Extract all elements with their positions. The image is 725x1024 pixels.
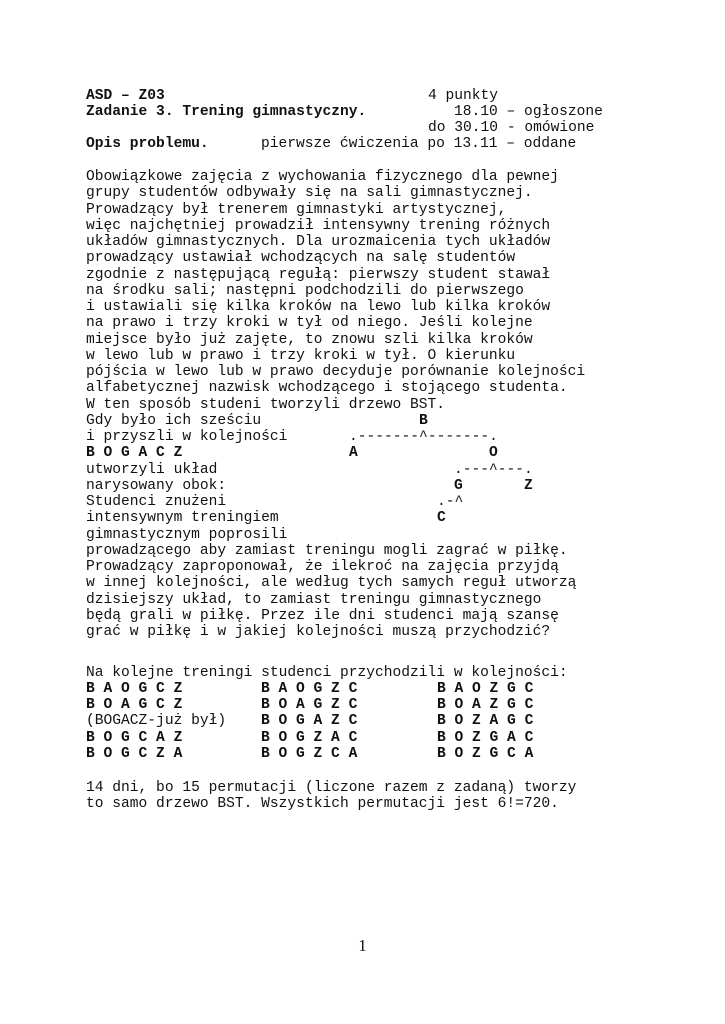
tree-node-c: C bbox=[437, 510, 446, 526]
order-cell: B O G A Z C bbox=[261, 713, 358, 729]
paragraph-line: zgodnie z następującą regułą: pierwszy student stawał bbox=[86, 267, 551, 283]
order-cell: B O Z G A C bbox=[437, 730, 534, 746]
date-announced: 18.10 – ogłoszone bbox=[454, 104, 603, 120]
side-text-line: narysowany obok: bbox=[86, 478, 227, 494]
page-number: 1 bbox=[358, 936, 367, 955]
tree-node-root: B bbox=[419, 413, 428, 429]
order-cell: B O G Z A C bbox=[261, 730, 358, 746]
orders-intro: Na kolejne treningi studenci przychodzili w kolejności: bbox=[86, 665, 568, 681]
paragraph-line: i ustawiali się kilka kroków na lewo lub kilka kroków bbox=[86, 299, 551, 315]
paragraph-line: w lewo lub w prawo i trzy kroki w tył. O kierunku bbox=[86, 348, 516, 364]
conclusion-line: to samo drzewo BST. Wszystkich permutacji jest 6!=720. bbox=[86, 796, 559, 812]
conclusion-line: 14 dni, bo 15 permutacji (liczone razem z zadaną) tworzy bbox=[86, 780, 577, 796]
course-code: ASD – Z03 bbox=[86, 88, 165, 104]
order-cell: B A O Z G C bbox=[437, 681, 534, 697]
tree-branch: .-^ bbox=[437, 494, 464, 510]
date-due: pierwsze ćwiczenia po 13.11 – oddane bbox=[261, 136, 577, 152]
paragraph-line: w innej kolejności, ale według tych samych reguł utworzą bbox=[86, 575, 577, 591]
order-cell-note: (BOGACZ-już był) bbox=[86, 713, 227, 729]
paragraph-line: alfabetycznej nazwisk wchodzącego i stojącego studenta. bbox=[86, 380, 568, 396]
side-text-line: gimnastycznym poprosili bbox=[86, 527, 288, 543]
side-text-line: utworzyli układ bbox=[86, 462, 218, 478]
paragraph-line: Prowadzący był trenerem gimnastyki artystycznej, bbox=[86, 202, 507, 218]
order-cell: B O Z A G C bbox=[437, 713, 534, 729]
tree-node-g: G bbox=[454, 478, 463, 494]
paragraph-line: Obowiązkowe zajęcia z wychowania fizycznego dla pewnej bbox=[86, 169, 559, 185]
tree-branch: .---^---. bbox=[454, 462, 533, 478]
paragraph-line: będą grali w piłkę. Przez ile dni studenci mają szansę bbox=[86, 608, 559, 624]
paragraph-line: grać w piłkę i w jakiej kolejności muszą przychodzić? bbox=[86, 624, 551, 640]
paragraph-line: miejsce było już zajęte, to znowu szli kilka kroków bbox=[86, 332, 533, 348]
points-label: 4 punkty bbox=[428, 88, 499, 104]
tree-node-right: O bbox=[489, 445, 498, 461]
order-cell: B O A G C Z bbox=[86, 697, 183, 713]
paragraph-line: na środku sali; następni podchodzili do pierwszego bbox=[86, 283, 524, 299]
paragraph-line: Prowadzący zaproponował, że ilekroć na zajęcia przyjdą bbox=[86, 559, 559, 575]
order-cell: B O Z G C A bbox=[437, 746, 534, 762]
tree-node-z: Z bbox=[524, 478, 533, 494]
order-cell: B O G C A Z bbox=[86, 730, 183, 746]
order-cell: B O A G Z C bbox=[261, 697, 358, 713]
order-cell: B O G C Z A bbox=[86, 746, 183, 762]
initial-order: B O G A C Z bbox=[86, 445, 183, 461]
section-label: Opis problemu. bbox=[86, 136, 209, 152]
side-text-line: intensywnym treningiem bbox=[86, 510, 279, 526]
paragraph-line: W ten sposób studeni tworzyli drzewo BST. bbox=[86, 397, 446, 413]
paragraph-line: układów gimnastycznych. Dla urozmaicenia tych układów bbox=[86, 234, 551, 250]
side-text-line: i przyszli w kolejności bbox=[86, 429, 288, 445]
paragraph-line: grupy studentów odbywały się na sali gimnastycznej. bbox=[86, 185, 533, 201]
tree-branch: .-------^-------. bbox=[349, 429, 498, 445]
order-cell: B A O G C Z bbox=[86, 681, 183, 697]
paragraph-line: więc najchętniej prowadził intensywny trening różnych bbox=[86, 218, 551, 234]
order-cell: B O G Z C A bbox=[261, 746, 358, 762]
side-text-line: Studenci znużeni bbox=[86, 494, 227, 510]
order-cell: B A O G Z C bbox=[261, 681, 358, 697]
paragraph-line: prowadzący ustawiał wchodzących na salę studentów bbox=[86, 250, 516, 266]
paragraph-line: dzisiejszy układ, to zamiast treningu gimnastycznego bbox=[86, 592, 542, 608]
order-cell: B O A Z G C bbox=[437, 697, 534, 713]
paragraph-line: pójścia w lewo lub w prawo decyduje porównanie kolejności bbox=[86, 364, 586, 380]
task-title: Zadanie 3. Trening gimnastyczny. bbox=[86, 104, 367, 120]
tree-node-left: A bbox=[349, 445, 358, 461]
date-discussed: do 30.10 - omówione bbox=[428, 120, 595, 136]
paragraph-line: na prawo i trzy kroki w tył od niego. Jeśli kolejne bbox=[86, 315, 533, 331]
paragraph-line: prowadzącego aby zamiast treningu mogli zagrać w piłkę. bbox=[86, 543, 568, 559]
side-text-line: Gdy było ich sześciu bbox=[86, 413, 262, 429]
